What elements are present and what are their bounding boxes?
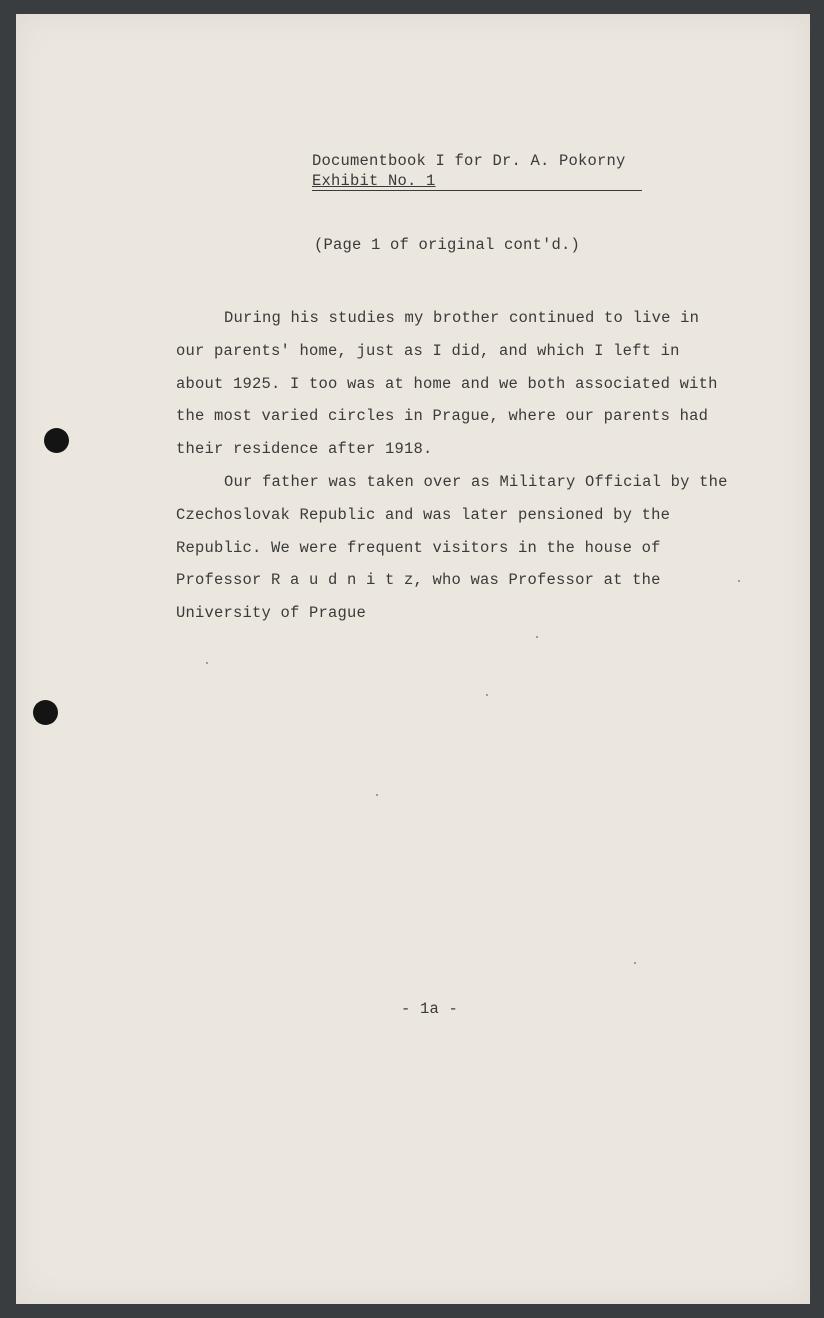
paragraph-2 xyxy=(176,466,756,630)
document-page xyxy=(16,14,810,1304)
text-line: Republic. We were frequent visitors in the house of xyxy=(176,538,661,557)
text-line: their residence after 1918. xyxy=(176,440,433,459)
text-line: Czechoslovak Republic and was later pensioned by the xyxy=(176,505,671,524)
paragraph-1 xyxy=(176,302,756,466)
text-line: University of Prague xyxy=(176,604,367,623)
paper-speck xyxy=(376,794,378,796)
exhibit-number xyxy=(312,172,642,191)
text-line: Our father was taken over as Military Official by the xyxy=(224,472,728,491)
document-body xyxy=(176,302,756,630)
punch-hole-icon xyxy=(44,428,69,453)
paper-speck xyxy=(634,962,636,964)
page-number: - 1a - xyxy=(401,1000,459,1018)
text-line: the most varied circles in Prague, where our parents had xyxy=(176,407,709,426)
page-continuation-note: (Page 1 of original cont'd.) xyxy=(314,236,581,254)
paper-speck xyxy=(738,580,740,582)
paper-speck xyxy=(206,662,208,664)
paper-speck xyxy=(536,636,538,638)
text-line: Professor R a u d n i t z, who was Professor at the xyxy=(176,571,661,590)
paper-speck xyxy=(486,694,488,696)
text-line: During his studies my brother continued to live in xyxy=(224,309,700,327)
punch-hole-icon xyxy=(33,700,58,725)
text-line: our parents' home, just as I did, and which I left in xyxy=(176,341,680,360)
text-line: about 1925. I too was at home and we both associated with xyxy=(176,374,718,393)
document-header-title: Documentbook I for Dr. A. Pokorny xyxy=(312,152,626,170)
exhibit-number-text: Exhibit No. 1 xyxy=(312,172,436,190)
